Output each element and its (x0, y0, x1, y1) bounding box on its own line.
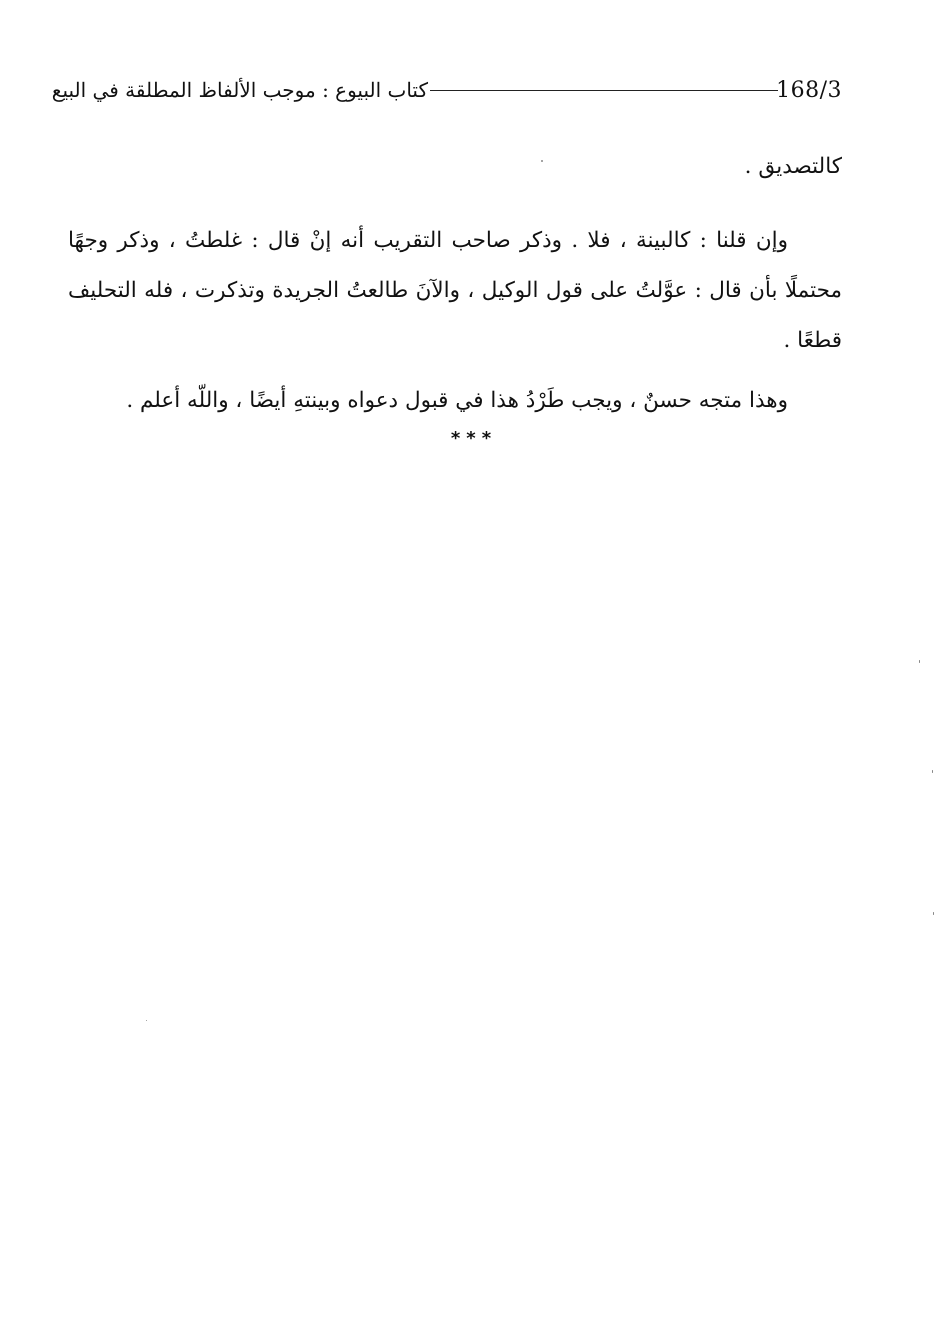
page-number: 168/3 (776, 78, 842, 103)
paragraph-1: كالتصديق . (744, 154, 842, 179)
section-separator: *** (450, 428, 498, 449)
paragraph-3: وهذا متجه حسنٌ ، ويجب طَرْدُ هذا في قبول دعواه وبينتهِ أيضًا ، واللّه أعلم . (126, 388, 788, 413)
header-title: كتاب البيوع : موجب الألفاظ المطلقة في البيع (51, 78, 428, 102)
scan-speck (919, 660, 920, 663)
scan-speck (146, 1020, 147, 1021)
body-text (68, 142, 842, 436)
header-rule (430, 90, 778, 91)
running-header (51, 74, 842, 114)
scan-speck (933, 912, 934, 915)
scan-speck (541, 160, 543, 162)
scan-speck (932, 770, 933, 773)
paragraph-2: وإن قلنا : كالبينة ، فلا . وذكر صاحب التقريب أنه إنْ قال : غلطتُ ، وذكر وجهًا محتملًا بأن قال : عوَّلتُ على قول الوكيل ، والآنَ طالعتُ الجريدة وتذكرت ، فله التحليف قطعًا . (68, 228, 842, 353)
